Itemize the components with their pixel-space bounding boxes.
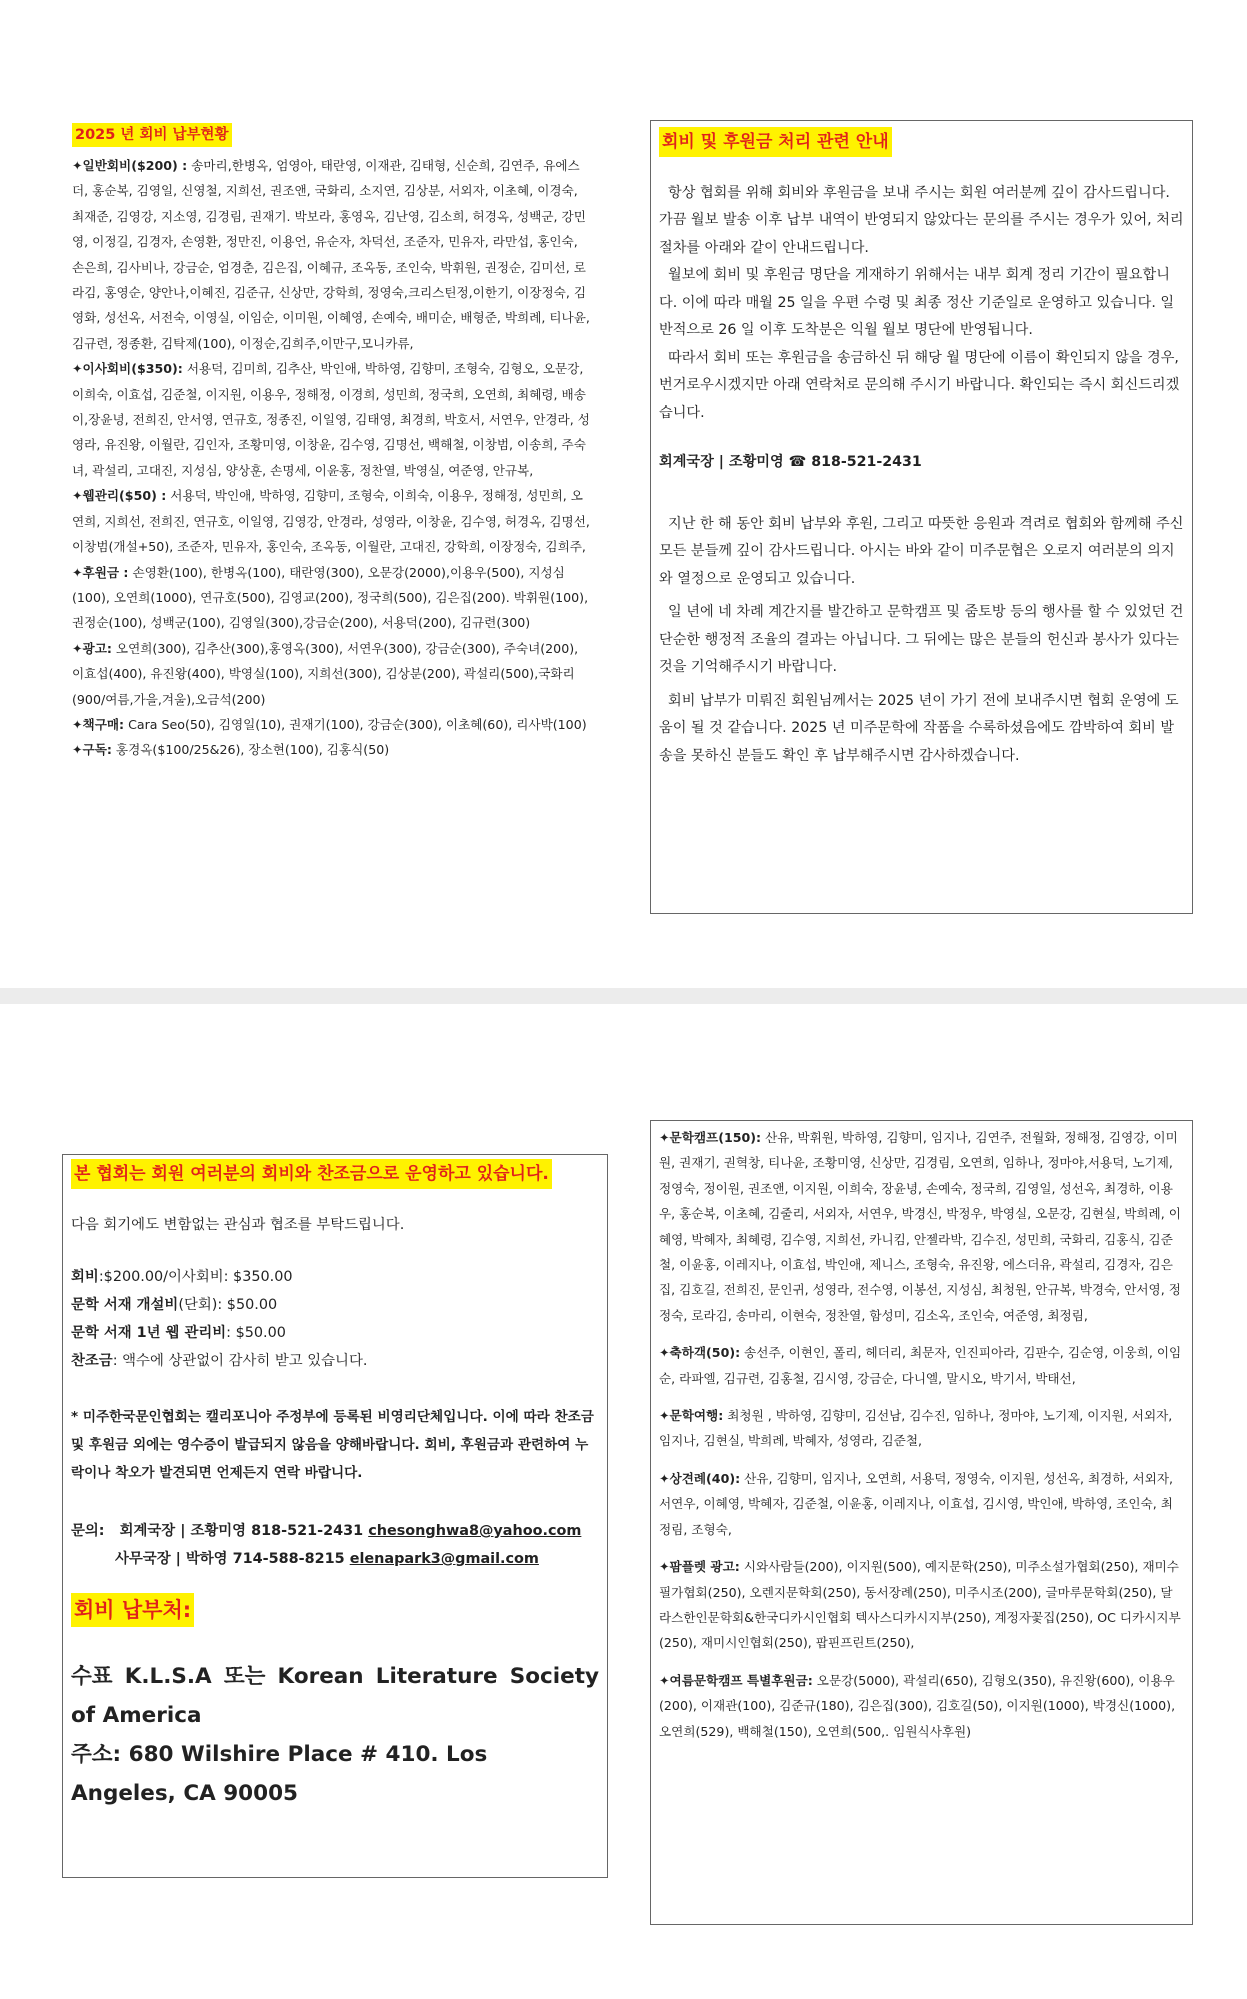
section-label: ✦문학여행: <box>659 1408 724 1424</box>
nonprofit-note: * 미주한국문인협회는 캘리포니아 주정부에 등록된 비영리단체입니다. 이에 따라 찬조금 및 후원금 외에는 영수증이 발급되지 않음을 양해바랍니다. 회비, 후원금과 관련하여 누락이나 착오가 발견되면 언제든지 연락 바랍니다. <box>71 1409 594 1481</box>
section-names: 송마리,한병옥, 엄영아, 태란영, 이재관, 김태형, 신순희, 김연주, 유에스더, 홍순복, 김영일, 신영철, 지희선, 권조앤, 국화리, 소지연, 김상분, 서외자, 이초혜, 이경숙, 최재준, 김영강, 지소영, 김경림, 권재기. 박보라, 홍영옥, 김난영, 김소희, 허경옥, 성백군, 강민영, 이정길, 김경자, 손영환, 정만진, 이용언, 유순자, 차덕선, 조준자, 민유자, 라만섭, 홍인숙, 손은희, 김사비나, 강금순, 엄경춘, 김은집, 이혜규, 조옥동, 조인숙, 박휘원, 권정순, 김미선, 로라김, 홍영순, 양안나,이혜진, 김준규, 신상만, 강학희, 정영숙,크리스틴정,이한기, 이장정숙, 김영화, 성선옥, 서전숙, 이영실, 이임순, 이미원, 이혜영, 손예숙, 배미순, 배형준, 박희례, 티나윤, 김규련, 정종환, 김탁제(100), 이정순,김희주,이만구,모니카류, <box>72 158 590 351</box>
section-1 <box>659 1340 1184 1391</box>
section-label: ✦팜플렛 광고: <box>659 1559 740 1575</box>
fee-list <box>71 1263 599 1375</box>
dues-sections <box>72 153 592 763</box>
section-label: ✦축하객(50): <box>659 1345 741 1361</box>
section-label: ✦이사회비($350): <box>72 361 183 377</box>
camp-box <box>650 1120 1193 1925</box>
section-names: 송선주, 이현인, 폴리, 헤더리, 최문자, 인진피아라, 김판수, 김순영, 이웅희, 이임순, 라파엘, 김규련, 김홍철, 김시영, 강금순, 다니엘, 말시오, 박기서, 박태선, <box>659 1345 1182 1386</box>
payto-title: 회비 납부처: <box>71 1593 194 1627</box>
section-0 <box>659 1125 1184 1328</box>
section-label: ✦구독: <box>72 742 112 758</box>
fee-item <box>71 1319 599 1347</box>
section-3 <box>72 560 592 636</box>
info-title: 본 협회는 회원 여러분의 회비와 찬조금으로 운영하고 있습니다. <box>71 1159 552 1189</box>
section-names: Cara Seo(50), 김영일(10), 권재기(100), 강금순(300), 이초혜(60), 리사박(100) <box>124 716 587 732</box>
fee-item <box>71 1263 599 1291</box>
fee-label: 문학 서재 개설비 <box>71 1297 179 1313</box>
fee-value: :$200.00/이사회비: $350.00 <box>98 1269 293 1285</box>
notice-paragraph-5: 일 년에 네 차례 계간지를 발간하고 문학캠프 및 줌토방 등의 행사를 할 수 있었던 건 단순한 행정적 조율의 결과는 아닙니다. 그 뒤에는 많은 분들의 헌신과 봉사가 있다는 것을 기억해주시기 바랍니다. <box>659 604 1184 675</box>
fee-value: : 액수에 상관없이 감사히 받고 있습니다. <box>112 1353 368 1369</box>
dues-status-column <box>72 122 592 763</box>
section-names: 시와사람들(200), 이지원(500), 예지문학(250), 미주소설가협회(250), 재미수필가협회(250), 오렌지문학회(250), 동서장례(250), 미주시조(200), 글마루문학회(250), 달라스한인문학회&한국디카시인협회 텍사스디카시지부(250), 계정자꽃집(250), OC 디카시지부(250), 재미시인협회(250), 팝핀프린트(250), <box>659 1559 1181 1651</box>
section-label: ✦일반회비($200) : <box>72 158 188 173</box>
contact-line-2: 사무국장 | 박하영 714-588-8215 elenapark3@gmail.com <box>115 1551 539 1567</box>
info-box <box>62 1154 608 1878</box>
notice-paragraph-4: 지난 한 해 동안 회비 납부와 후원, 그리고 따뜻한 응원과 격려로 협회와 함께해 주신 모든 분들께 깊이 감사드립니다. 아시는 바와 같이 미주문협은 오로지 여러분의 의지와 열정으로 운영되고 있습니다. <box>659 515 1184 587</box>
section-names: 산유, 박휘원, 박하영, 김향미, 임지나, 김연주, 전월화, 정해정, 김영강, 이미원, 권재기, 권혁창, 티나윤, 조황미영, 신상만, 김경림, 오연희, 임하나, 정마야,서용덕, 노기제, 정영숙, 정이원, 권조앤, 이지원, 이희숙, 장윤녕, 손예숙, 정국희, 김영일, 성선옥, 최경하, 이용우, 홍순복, 이초혜, 김줄리, 서외자, 서연우, 박경신, 박정우, 박영실, 오문강, 김현실, 박희례, 이혜영, 박혜자, 최혜령, 김수영, 지희선, 카니킴, 안젤라박, 김수진, 성민희, 국화리, 김홍식, 김준철, 이윤홍, 이레지나, 이효섭, 박인애, 제니스, 조형숙, 유진왕, 에스더유, 곽설리, 김경자, 김은집, 김호길, 전희진, 문인귀, 성영라, 전수영, 이봉선, 지성심, 최청원, 안규복, 박경숙, 안서영, 정정숙, 로라김, 송마리, 이현숙, 정찬열, 함성미, 김소옥, 조인숙, 여준영, 최정림, <box>659 1130 1181 1323</box>
notice-paragraph-6: 회비 납부가 미뤄진 회원님께서는 2025 년이 가기 전에 보내주시면 협회 운영에 도움이 될 것 같습니다. 2025 년 미주문학에 작품을 수록하셨음에도 깜박하여 회비 발송을 못하신 분들도 확인 후 납부해주시면 감사하겠습니다. <box>659 692 1179 764</box>
section-label: ✦문학캠프(150): <box>659 1130 762 1145</box>
section-label: ✦여름문학캠프 특별후원금: <box>659 1672 813 1688</box>
fee-item <box>71 1291 599 1319</box>
section-names: 최청원 , 박하영, 김향미, 김선남, 김수진, 임하나, 정마야, 노기제, 이지원, 서외자, 임지나, 김현실, 박희례, 박혜자, 성영라, 김준철, <box>659 1408 1173 1449</box>
section-2 <box>659 1403 1184 1454</box>
notice-box <box>650 120 1193 914</box>
section-names: 홍경옥($100/25&26), 장소현(100), 김홍식(50) <box>111 742 390 758</box>
dues-status-title: 2025 년 회비 납부현황 <box>72 123 232 147</box>
section-names: 오문강(5000), 곽설리(650), 김형오(350), 유진왕(600), 이용우(200), 이재관(100), 김준규(180), 김은집(300), 김호길(50), 이지원(1000), 박경신(1000), 오연희(529), 백해철(150), 오연희(500,. 임원식사후원) <box>659 1672 1176 1739</box>
section-0 <box>72 153 592 356</box>
section-5 <box>659 1668 1184 1744</box>
payee: 수표 K.L.S.A 또는 Korean Literature Society of America <box>71 1664 599 1728</box>
fee-label: 회비 <box>71 1269 99 1285</box>
section-1 <box>72 356 592 483</box>
section-names: 손영환(100), 한병옥(100), 태란영(300), 오문강(2000),이용우(500), 지성심(100), 오연희(1000), 연규호(500), 김영교(200), 정국희(500), 김은집(200). 박휘원(100), 권정순(100), 성백군(100), 김영일(300),강금순(200), 서용덕(200), 김규련(300) <box>72 564 589 631</box>
email-link-1[interactable]: chesonghwa8@yahoo.com <box>368 1523 582 1539</box>
section-label: ✦상견례(40): <box>659 1470 741 1486</box>
notice-contact: 회계국장 | 조황미영 ☎ 818-521-2431 <box>659 454 922 470</box>
section-4 <box>659 1554 1184 1656</box>
section-names: 서용덕, 김미희, 김추산, 박인애, 박하영, 김향미, 조형숙, 김형오, 오문강, 이희숙, 이효섭, 김준철, 이지원, 이용우, 정해정, 이경희, 성민희, 정국희, 오연희, 최혜령, 배송이,장윤녕, 전희진, 안서영, 연규호, 정종진, 이일영, 김태영, 최경희, 박호서, 서연우, 안경라, 성영라, 유진왕, 이월란, 김인자, 조황미영, 이창윤, 김수영, 김명선, 백해철, 이창범, 이송희, 주숙녀, 곽설리, 고대진, 지성심, 양상훈, 손명세, 이윤홍, 정찬열, 박영실, 여준영, 안규복, <box>72 361 590 478</box>
section-5 <box>72 712 592 737</box>
section-6 <box>72 737 592 762</box>
email-link-2[interactable]: elenapark3@gmail.com <box>349 1551 539 1567</box>
section-label: ✦웹관리($50) : <box>72 488 167 504</box>
fee-label: 찬조금 <box>71 1353 113 1369</box>
notice-title: 회비 및 후원금 처리 관련 안내 <box>659 127 892 157</box>
notice-paragraph-1: 항상 협회를 위해 회비와 후원금을 보내 주시는 회원 여러분께 깊이 감사드립니다. 가끔 월보 발송 이후 납부 내역이 반영되지 않았다는 문의를 주시는 경우가 있어, 처리 절차를 아래와 같이 안내드립니다. <box>659 184 1184 256</box>
fee-value: (단회): $50.00 <box>178 1297 278 1313</box>
fee-value: : $50.00 <box>226 1325 286 1341</box>
notice-paragraph-3: 따라서 회비 또는 후원금을 송금하신 뒤 해당 월 명단에 이름이 확인되지 않을 경우, 번거로우시겠지만 아래 연락처로 문의해 주시기 바랍니다. 확인되는 즉시 회신드리겠습니다. <box>659 349 1180 421</box>
section-4 <box>72 636 592 712</box>
section-2 <box>72 483 592 559</box>
section-label: ✦광고: <box>72 640 112 656</box>
section-label: ✦후원금 : <box>72 564 129 580</box>
camp-sections <box>659 1125 1184 1744</box>
address: 주소: 680 Wilshire Place # 410. Los Angeles, CA 90005 <box>71 1742 488 1806</box>
contact-line-1: 문의: 회계국장 | 조황미영 818-521-2431 chesonghwa8@yahoo.com <box>71 1523 582 1539</box>
section-names: 서용덕, 박인애, 박하영, 김향미, 조형숙, 이희숙, 이용우, 정해정, 성민희, 오연희, 지희선, 전희진, 연규호, 이일영, 김영강, 안경라, 성영라, 이창윤, 김수영, 허경옥, 김명선, 이창범(개설+50), 조준자, 민유자, 홍인숙, 조옥동, 이월란, 고대진, 강학희, 이장정숙, 김희주, <box>72 488 590 555</box>
section-names: 오연희(300), 김추산(300),홍영옥(300), 서연우(300), 강금순(300), 주숙녀(200), 이효섭(400), 유진왕(400), 박영실(100), 지희선(300), 김상분(200), 곽설리(500),국화리(900/여름,가을,겨울),오금석(200) <box>72 640 579 707</box>
page-1 <box>0 0 1247 988</box>
section-3 <box>659 1466 1184 1542</box>
info-request: 다음 회기에도 변함없는 관심과 협조를 부탁드립니다. <box>71 1217 405 1233</box>
fee-item <box>71 1347 599 1375</box>
section-label: ✦책구매: <box>72 716 125 732</box>
notice-paragraph-2: 월보에 회비 및 후원금 명단을 게재하기 위해서는 내부 회계 정리 기간이 필요합니다. 이에 따라 매월 25 일을 우편 수령 및 최종 정산 기준일로 운영하고 있습니다. 일반적으로 26 일 이후 도착분은 익월 월보 명단에 반영됩니다. <box>659 267 1175 338</box>
section-names: 산유, 김향미, 임지나, 오연희, 서용덕, 정영숙, 이지원, 성선옥, 최경하, 서외자, 서연우, 이혜영, 박혜자, 김준철, 이윤홍, 이레지나, 이효섭, 김시영, 박인애, 박하영, 조인숙, 최정림, 조형숙, <box>659 1470 1173 1537</box>
page-2 <box>0 1004 1247 1999</box>
fee-label: 문학 서재 1년 웹 관리비 <box>71 1325 227 1341</box>
